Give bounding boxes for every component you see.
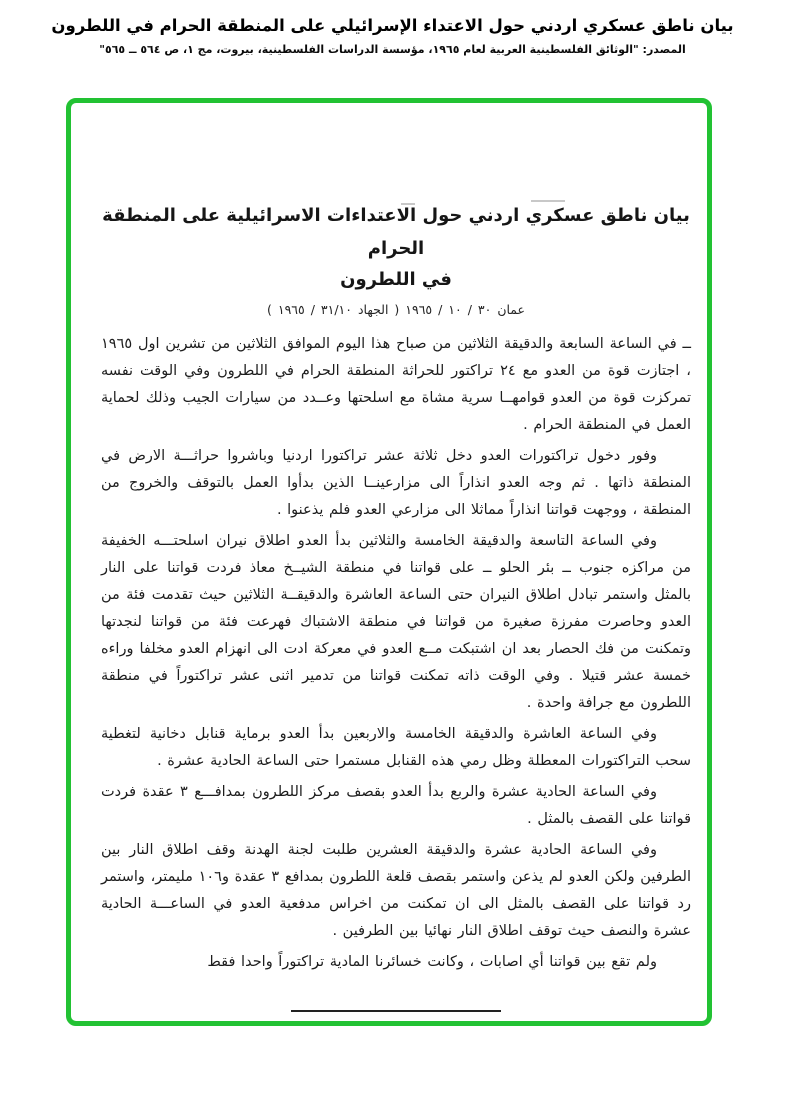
document-title-line2: في اللطرون <box>340 269 452 290</box>
document-paragraph: وفور دخول تراكتورات العدو دخل ثلاثة عشر تراكتورا اردنيا وباشروا حراثـــة الارض في المنطقة ذاتها . ثم وجه العدو انذاراً الى مزارعينــا الذين بدأوا العمل بالتوقف والخروج من المنطقة ، ووجهت قواتنا انذاراً مماثلا الى مزارعي العدو فلم يذعنوا . <box>101 448 691 518</box>
document-dateline: عمان ٣٠ / ١٠ / ١٩٦٥ ( الجهاد ٣١/١٠ / ١٩٦٥ ) <box>267 302 525 317</box>
header-source-citation: المصدر: "الوثائق الفلسطينية العربية لعام ١٩٦٥، مؤسسة الدراسات الفلسطينية، بيروت، مج ١، ص ٥٦٤ ــ ٥٦٥" <box>99 43 686 56</box>
document-paragraph: ــ في الساعة السابعة والدقيقة الثلاثين من صباح هذا اليوم الموافق الثلاثين من تشرين اول ١٩٦٥ ، اجتازت قوة من العدو مع ٢٤ تراكتور للحراثة المنطقة الحرام في اللطرون وفي الوقت نفسه تمركزت قوة من العدو قوامهــا سرية مشاة مع اسلحتها وعــدد من سيارات الجيب وذلك لحماية العمل في المنطقة الحرام . <box>101 336 691 433</box>
end-divider <box>291 1010 501 1012</box>
page-header <box>0 16 785 56</box>
document-paragraph: وفي الساعة الحادية عشرة والربع بدأ العدو بقصف مركز اللطرون بمدافـــع ٣ عقدة فردت قواتنا على القصف بالمثل . <box>101 784 691 827</box>
document-paragraph: وفي الساعة الحادية عشرة والدقيقة العشرين طلبت لجنة الهدنة وقف اطلاق النار بين الطرفين ولكن العدو لم يذعن واستمر بقصف قلعة اللطرون بمدافع ٣ عقدة و١٠٦ مليمتر، واستمر رد قواتنا على القصف بالمثل الى ان تمكنت من اخراس مدفعية العدو في الساعـــة الحادية عشرة والنصف حيث توقف اطلاق النار نهائيا بين الطرفين . <box>101 842 691 939</box>
document-paragraph: ولم تقع بين قواتنا أي اصابات ، وكانت خسائرنا المادية تراكتوراً واحدا فقط <box>207 954 657 970</box>
document-paragraph: وفي الساعة العاشرة والدقيقة الخامسة والاربعين بدأ العدو برماية قنابل دخانية لتغطية سحب التراكتورات المعطلة وظل رمي هذه القنابل مستمرا حتى الساعة الحادية عشرة . <box>101 726 691 769</box>
document-paragraph: وفي الساعة التاسعة والدقيقة الخامسة والثلاثين بدأ العدو اطلاق نيران اسلحتـــه الخفيفة من مراكزه جنوب ــ بئر الحلو ــ على قواتنا في منطقة الشيــخ معاذ فردت قواتنا على النار بالمثل واستمر تبادل اطلاق النيران حتى الساعة العاشرة والدقيقــة الثلاثين حيث تقدمت فئة من العدو وحاصرت مفرزة صغيرة من قواتنا في منطقة الاشتباك فهرعت فئة من قواتنا لنجدتها وتمكنت من فك الحصار بعد ان اشتبكت مــع العدو في معركة ادت الى انهزام العدو مخلفا وراءه خمسة عشر قتيلا . وفي الوقت ذاته تمكنت قواتنا من تدمير اثنى عشر تراكتوراً في منطقة اللطرون مع جرافة واحدة . <box>101 533 691 711</box>
document-page <box>71 103 707 1012</box>
header-title: بيان ناطق عسكري اردني حول الاعتداء الإسرائيلي على المنطقة الحرام في اللطرون <box>51 16 734 35</box>
document-scan-frame <box>66 98 712 1026</box>
document-title-line1: بيان ناطق عسكري اردني حول الاعتداءات الاسرائيلية على المنطقة الحرام <box>102 205 690 259</box>
